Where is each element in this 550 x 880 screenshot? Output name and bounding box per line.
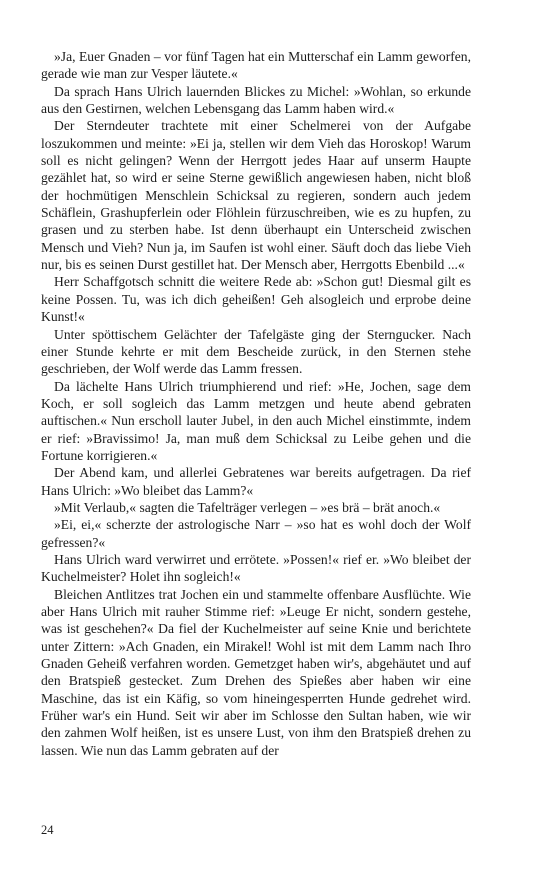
paragraph: Herr Schaffgotsch schnitt die weitere Rede ab: »Schon gut! Diesmal gilt es keine Possen. Tu, was ich dich geheißen! Geh alsogleich und erprobe deine Kunst!« bbox=[41, 274, 471, 325]
paragraph: Da lächelte Hans Ulrich triumphierend und rief: »He, Jochen, sage dem Koch, er soll sogleich das Lamm metzgen und heute abend gebraten auftischen.« Nun erscholl lauter Jubel, in den auch Michel einstimmte, indem er rief: »Bravissimo! Ja, man muß dem Schicksal zu Leibe gehen und die Fortune korrigieren.« bbox=[41, 378, 471, 463]
page-number: 24 bbox=[41, 823, 54, 837]
paragraph: Unter spöttischem Gelächter der Tafelgäste ging der Sterngucker. Nach einer Stunde kehrte er mit dem Bescheide zurück, in den Sternen stehe geschrieben, der Wolf werde das Lamm fressen. bbox=[41, 326, 471, 377]
paragraph: »Mit Verlaub,« sagten die Tafelträger verlegen – »es brä – brät anoch.« bbox=[54, 499, 441, 515]
paragraph: Da sprach Hans Ulrich lauernden Blickes zu Michel: »Wohlan, so erkunde aus den Gestirnen, welchen Lebensgang das Lamm haben wird.« bbox=[41, 83, 471, 117]
paragraph: Der Abend kam, und allerlei Gebratenes war bereits aufgetragen. Da rief Hans Ulrich: »Wo bleibet das Lamm?« bbox=[41, 465, 471, 498]
paragraph: »Ja, Euer Gnaden – vor fünf Tagen hat ein Mutterschaf ein Lamm geworfen, gerade wie man zur Vesper läutete.« bbox=[41, 49, 471, 82]
paragraph: Hans Ulrich ward verwirret und errötete. »Possen!« rief er. »Wo bleibet der Kuchelmeister? Holet ihn sogleich!« bbox=[41, 551, 471, 585]
body-text bbox=[41, 48, 471, 759]
paragraph: Der Sterndeuter trachtete mit einer Schelmerei von der Aufgabe loszukommen und meinte: »Ei ja, stellen wir dem Vieh das Horoskop! Warum soll es nicht gelingen? Wenn der Herrgott jedes Haar auf unserm Haupte gezählet hat, so wird er seine Sterne gewißlich angewiesen haben, nicht bloß der hochmütigen Menschlein Schicksal zu regieren, sondern auch jedem Schäflein, Grashupferlein oder Flöhlein fürzuschreiben, wie es zu hupfen, zu grasen und zu sterben habe. Ist denn überhaupt ein Unterscheid zwischen Mensch und Vieh? Nun ja, im Saufen ist wohl einer. Säuft doch das liebe Vieh nur, bis es seinen Durst gestillet hat. Der Mensch aber, Herrgotts Ebenbild ...« bbox=[41, 118, 471, 273]
paragraph: »Ei, ei,« scherzte der astrologische Narr – »so hat es wohl doch der Wolf gefressen?« bbox=[41, 517, 471, 550]
paragraph: Bleichen Antlitzes trat Jochen ein und stammelte offenbare Ausflüchte. Wie aber Hans Ulrich mit rauher Stimme rief: »Leuge Er nicht, sondern gestehe, was ist geschehen?« Da fiel der Kuchelmeister auf seine Knie und berichtete unter Zittern: »Ach Gnaden, ein Mirakel! Wohl ist mit dem Lamm nach Ihro Gnaden Geheiß verfahren worden. Gemetzget haben wir's, abgehäutet und auf den Bratspieß gestecket. Zum Drehen des Spießes aber haben wir eine Maschine, das ist ein Käfig, so vom hineingesperrten Hunde gedrehet wird. Früher war's ein Hund. Seit wir aber im Schlosse den Sultan haben, wie wir den zahmen Wolf heißen, ist es unsere Lust, von ihm den Bratspieß drehen zu lassen. Wie nun das Lamm gebraten auf der bbox=[41, 586, 471, 758]
